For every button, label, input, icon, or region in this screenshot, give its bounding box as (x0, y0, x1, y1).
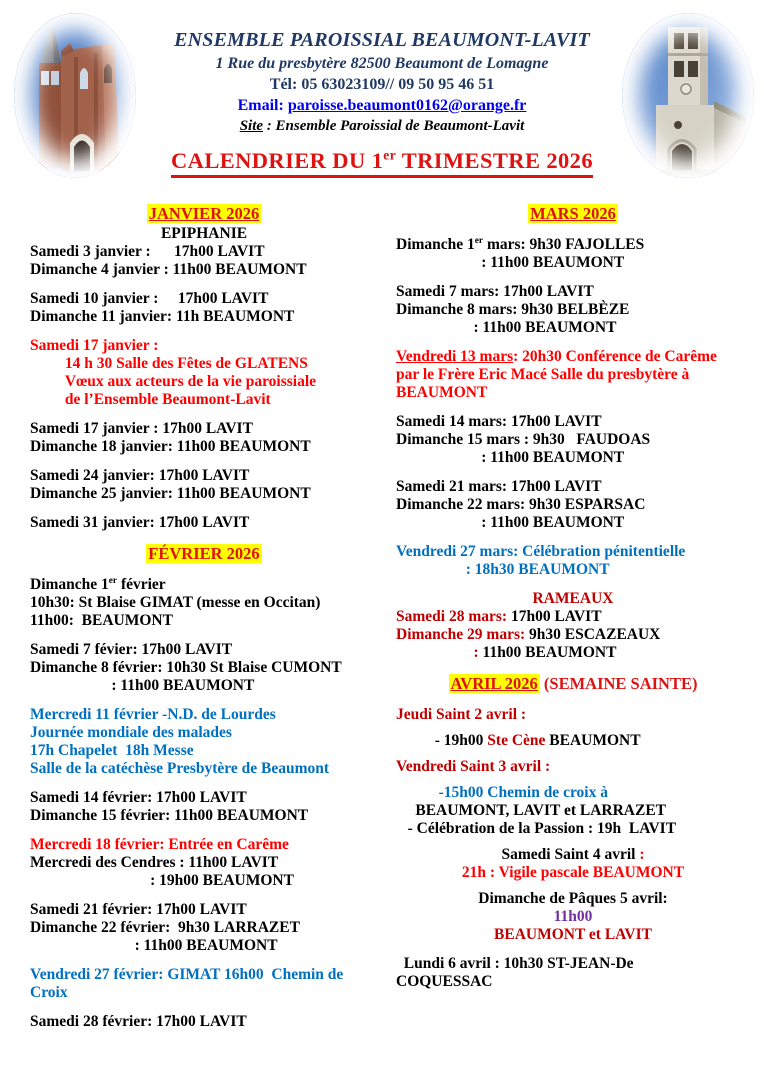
calendar-line (396, 802, 750, 820)
calendar-line (30, 901, 378, 919)
month-heading (30, 203, 378, 225)
text-segment: Dimanche 8 mars: 9h30 BELBÈZE (396, 301, 630, 318)
calendar-line (396, 784, 750, 802)
calendar-line (30, 261, 378, 279)
calendar-line (30, 243, 378, 261)
calendar-line (396, 543, 750, 561)
text-segment: Jeudi Saint 2 avril : (396, 706, 527, 723)
calendar-line (396, 366, 750, 384)
calendar-line (30, 724, 378, 742)
text-segment: : 11h00 BEAUMONT (396, 449, 625, 466)
spacer (396, 882, 750, 890)
spacer (396, 337, 750, 348)
text-segment: Dimanche 1 (396, 236, 475, 253)
text-segment: 14 h 30 Salle des Fêtes de GLATENS (30, 355, 308, 372)
text-segment: : 11h00 BEAUMONT (30, 937, 278, 954)
org-name: ENSEMBLE PAROISSIAL BEAUMONT-LAVIT (174, 29, 590, 51)
text-segment: Samedi 10 janvier : 17h00 LAVIT (30, 290, 269, 307)
month-heading (396, 673, 750, 695)
spacer (396, 944, 750, 955)
spacer (396, 838, 750, 846)
text-segment: (SEMAINE SAINTE) (539, 674, 698, 693)
calendar-line (396, 384, 750, 402)
spacer (396, 579, 750, 590)
text-segment: Samedi Saint 4 avril (501, 846, 636, 863)
text-segment: : (635, 846, 645, 863)
text-segment: : 11h00 BEAUMONT (396, 254, 625, 271)
calendar-line (396, 758, 750, 776)
calendar-line (30, 391, 378, 409)
text-segment: Croix (30, 984, 68, 1001)
calendar-line (30, 225, 378, 243)
calendar-line (396, 478, 750, 496)
calendar-line (30, 373, 378, 391)
spacer (30, 825, 378, 836)
calendar-line (30, 854, 378, 872)
text-segment: 9h30 ESCAZEAUX (525, 626, 661, 643)
spacer (30, 532, 378, 543)
text-segment: EPIPHANIE (160, 225, 248, 242)
calendar-line (396, 301, 750, 319)
spacer (396, 272, 750, 283)
calendar-line (30, 807, 378, 825)
calendar-line (30, 594, 378, 612)
text-segment: Dimanche 25 janvier: 11h00 BEAUMONT (30, 485, 311, 502)
email-row (140, 95, 624, 116)
calendar-line (396, 846, 750, 864)
text-segment: Dimanche 4 janvier : 11h00 BEAUMONT (30, 261, 307, 278)
text-segment: er (108, 575, 118, 586)
title-text: CALENDRIER DU 1 (171, 148, 384, 173)
text-segment: BEAUMONT (545, 732, 641, 749)
calendar-line (396, 449, 750, 467)
calendar-line (30, 576, 378, 594)
text-segment: Dimanche 15 février: 11h00 BEAUMONT (30, 807, 309, 824)
calendar-line (30, 984, 378, 1002)
calendar-line (396, 608, 750, 626)
calendar-line (30, 872, 378, 890)
calendar-line (30, 966, 378, 984)
calendar-line (396, 348, 750, 366)
calendar-line (30, 485, 378, 503)
calendar-line (396, 890, 750, 908)
calendar-line (396, 496, 750, 514)
text-segment: BEAUMONT et LAVIT (494, 926, 652, 943)
calendar-line (396, 590, 750, 608)
text-segment: JANVIER 2026 (148, 204, 260, 223)
calendar-line (396, 908, 750, 926)
calendar-line (30, 706, 378, 724)
text-segment: Samedi 14 mars: 17h00 LAVIT (396, 413, 602, 430)
spacer (30, 503, 378, 514)
text-segment: - Célébration de la Passion : 19h LAVIT (396, 820, 677, 837)
text-segment: 11h00: BEAUMONT (30, 612, 173, 629)
text-segment: Lundi 6 avril : 10h30 ST-JEAN-De (396, 955, 634, 972)
calendar-line (30, 937, 378, 955)
text-segment: Dimanche 18 janvier: 11h00 BEAUMONT (30, 438, 311, 455)
spacer (396, 724, 750, 732)
text-segment: : 19h00 BEAUMONT (30, 872, 294, 889)
text-segment: février (117, 576, 166, 593)
calendar-line (396, 706, 750, 724)
spacer (30, 565, 378, 576)
calendar-line (396, 254, 750, 272)
text-segment: MARS 2026 (530, 204, 616, 223)
spacer (396, 467, 750, 478)
text-segment: de l’Ensemble Beaumont-Lavit (30, 391, 271, 408)
calendar-line (30, 420, 378, 438)
calendar-line (396, 413, 750, 431)
text-segment: Samedi 17 janvier : (30, 337, 159, 354)
spacer (30, 456, 378, 467)
text-segment: RAMEAUX (532, 590, 614, 607)
text-segment: Ste Cène (487, 732, 546, 749)
text-segment: COQUESSAC (396, 973, 493, 990)
calendar-line (396, 561, 750, 579)
january-february-column (30, 203, 378, 1031)
calendar-line (30, 337, 378, 355)
text-segment: 17h Chapelet 18h Messe (30, 742, 194, 759)
site-separator: : (263, 118, 276, 134)
calendar-line (396, 283, 750, 301)
calendar-line (30, 467, 378, 485)
calendar-line (30, 789, 378, 807)
calendar-line (30, 641, 378, 659)
text-segment: -15h00 Chemin de croix à (396, 784, 608, 801)
text-segment: Vendredi 13 mars (396, 348, 514, 365)
text-segment: Dimanche 15 mars : 9h30 FAUDOAS (396, 431, 651, 448)
calendar-line (396, 626, 750, 644)
calendar-line (30, 836, 378, 854)
text-segment: Mercredi 18 février: Entrée en Carême (30, 836, 289, 853)
text-segment (396, 644, 474, 661)
text-segment: Vœux aux acteurs de la vie paroissiale (30, 373, 317, 390)
spacer (30, 955, 378, 966)
spacer (30, 778, 378, 789)
spacer (396, 662, 750, 673)
text-segment: Samedi 17 janvier : 17h00 LAVIT (30, 420, 253, 437)
text-segment: Vendredi 27 mars: Célébration pénitentielle (396, 543, 686, 560)
text-segment: Samedi 28 mars: (396, 608, 508, 625)
org-address: 1 Rue du presbytère 82500 Beaumont de Lomagne (215, 55, 549, 72)
calendar-line (396, 973, 750, 991)
site-row (140, 116, 624, 137)
calendar-line (396, 926, 750, 944)
month-heading (396, 203, 750, 225)
calendar-line (30, 1013, 378, 1031)
calendar-line (396, 236, 750, 254)
text-segment: - 19h00 (396, 732, 488, 749)
calendar-line (30, 438, 378, 456)
text-segment: Samedi 21 février: 17h00 LAVIT (30, 901, 247, 918)
text-segment: BEAUMONT (396, 384, 488, 401)
text-segment: 21h : Vigile pascale BEAUMONT (461, 864, 685, 881)
text-segment: : (473, 644, 479, 661)
text-segment: : 18h30 BEAUMONT (396, 561, 610, 578)
spacer (396, 695, 750, 706)
text-segment: Dimanche de Pâques 5 avril: (478, 890, 668, 907)
calendar-line (396, 644, 750, 662)
text-segment: 10h30: St Blaise GIMAT (messe en Occitan) (30, 594, 321, 611)
page-title (0, 148, 764, 178)
text-segment: FÉVRIER 2026 (148, 544, 260, 563)
text-segment: Dimanche 29 mars: (396, 626, 526, 643)
calendar-line (30, 308, 378, 326)
email-link[interactable]: paroisse.beaumont0162@orange.fr (287, 97, 527, 114)
calendar-line (30, 677, 378, 695)
text-segment: 11h00 BEAUMONT (478, 644, 617, 661)
spacer (396, 225, 750, 236)
calendar-line (30, 659, 378, 677)
text-segment: BEAUMONT, LAVIT et LARRAZET (396, 802, 666, 819)
calendar-line (30, 290, 378, 308)
text-segment: Dimanche 11 janvier: 11h BEAUMONT (30, 308, 295, 325)
text-segment: 17h00 LAVIT (507, 608, 602, 625)
march-april-column (396, 203, 750, 991)
month-heading (30, 543, 378, 565)
text-segment: Samedi 24 janvier: 17h00 LAVIT (30, 467, 250, 484)
text-segment: : 20h30 Conférence de Carême (513, 348, 717, 365)
text-segment: Samedi 3 janvier : 17h00 LAVIT (30, 243, 265, 260)
calendar-line (30, 760, 378, 778)
text-segment: Salle de la catéchèse Presbytère de Beaumont (30, 760, 330, 777)
text-segment: par le Frère Eric Macé Salle du presbytère à (396, 366, 690, 383)
spacer (30, 409, 378, 420)
text-segment: Dimanche 22 février: 9h30 LARRAZET (30, 919, 300, 936)
text-segment: Mercredi des Cendres : 11h00 LAVIT (30, 854, 279, 871)
calendar-line (396, 431, 750, 449)
spacer (30, 279, 378, 290)
text-segment: Samedi 7 févier: 17h00 LAVIT (30, 641, 233, 658)
calendar-line (396, 864, 750, 882)
calendar-line (396, 319, 750, 337)
text-segment: Vendredi 27 février: GIMAT 16h00 Chemin de (30, 966, 344, 983)
text-segment: Samedi 7 mars: 17h00 LAVIT (396, 283, 594, 300)
calendar-line (30, 612, 378, 630)
spacer (30, 695, 378, 706)
spacer (396, 402, 750, 413)
spacer (396, 750, 750, 758)
text-segment: Mercredi 11 février -N.D. de Lourdes (30, 706, 276, 723)
site-label: Site (239, 118, 264, 134)
title-superscript: er (383, 147, 397, 163)
text-segment: Samedi 21 mars: 17h00 LAVIT (396, 478, 602, 495)
text-segment: Dimanche 22 mars: 9h30 ESPARSAC (396, 496, 646, 513)
text-segment: Samedi 14 février: 17h00 LAVIT (30, 789, 247, 806)
spacer (30, 890, 378, 901)
text-segment: : 11h00 BEAUMONT (396, 514, 625, 531)
calendar-line (396, 820, 750, 838)
text-segment: Dimanche 8 février: 10h30 St Blaise CUMONT (30, 659, 342, 676)
text-segment: Journée mondiale des malades (30, 724, 232, 741)
text-segment: Dimanche 1 (30, 576, 109, 593)
spacer (30, 1002, 378, 1013)
calendar-line (30, 514, 378, 532)
org-phone: Tél: 05 63023109// 09 50 95 46 51 (269, 76, 495, 93)
text-segment: Vendredi Saint 3 avril : (396, 758, 551, 775)
text-segment: mars: 9h30 FAJOLLES (483, 236, 645, 253)
text-segment: Samedi 31 janvier: 17h00 LAVIT (30, 514, 250, 531)
calendar-line (30, 919, 378, 937)
spacer (30, 326, 378, 337)
text-segment: : 11h00 BEAUMONT (30, 677, 255, 694)
calendar-line (396, 514, 750, 532)
email-label: Email: (237, 97, 288, 114)
text-segment: AVRIL 2026 (450, 674, 538, 693)
calendar-line (30, 355, 378, 373)
spacer (396, 776, 750, 784)
spacer (30, 630, 378, 641)
calendar-line (396, 955, 750, 973)
header-block (140, 28, 624, 137)
text-segment: : 11h00 BEAUMONT (396, 319, 617, 336)
text-segment: 11h00 (553, 908, 593, 925)
text-segment: er (474, 235, 484, 246)
spacer (396, 532, 750, 543)
title-text-end: TRIMESTRE 2026 (396, 148, 593, 173)
text-segment: Samedi 28 février: 17h00 LAVIT (30, 1013, 247, 1030)
site-value: Ensemble Paroissial de Beaumont-Lavit (275, 118, 525, 134)
calendar-line (396, 732, 750, 750)
calendar-line (30, 742, 378, 760)
